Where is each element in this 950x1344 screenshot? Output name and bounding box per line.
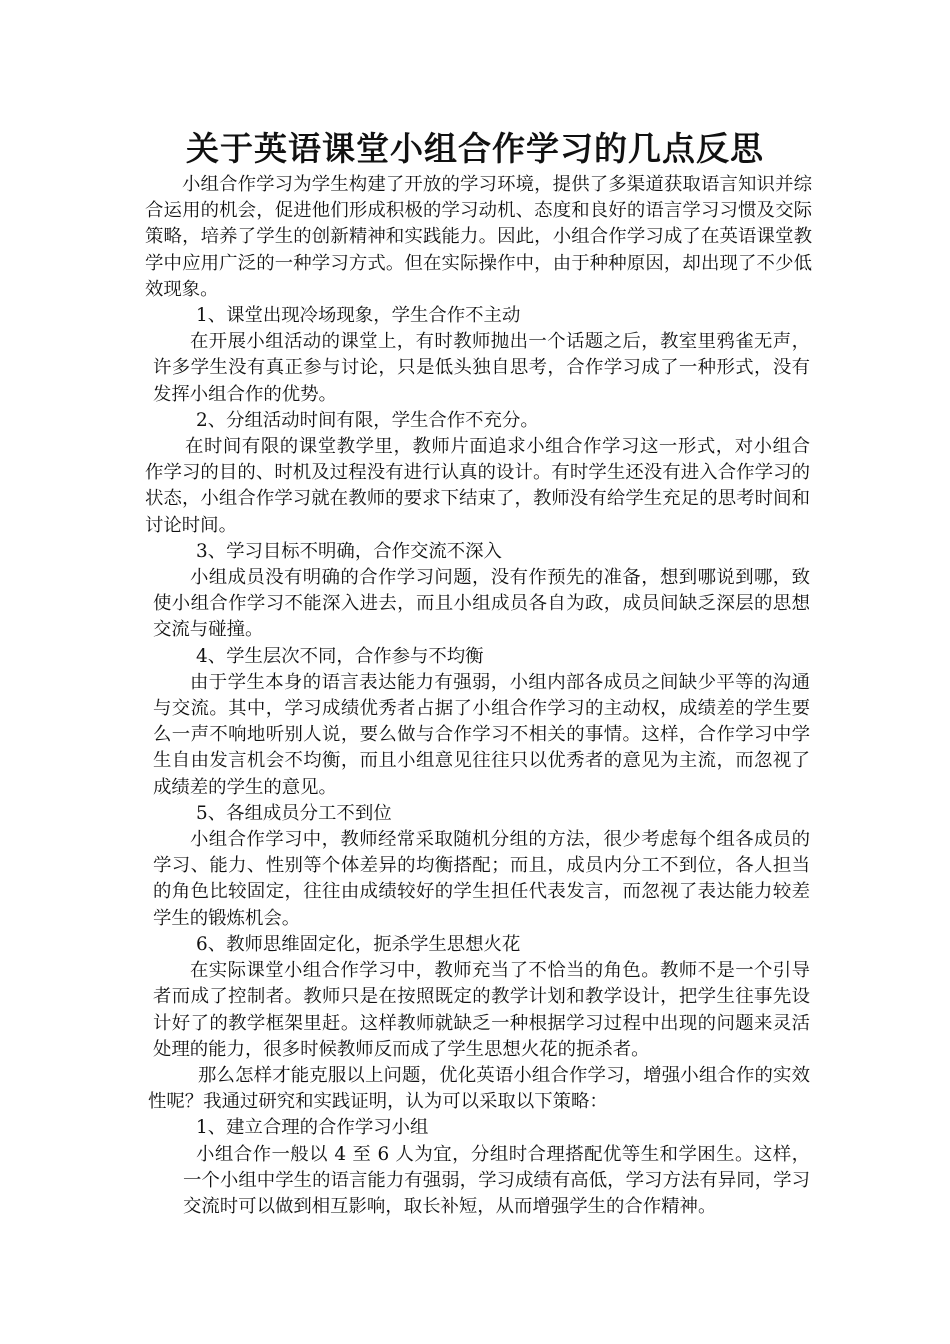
section-heading: 3、学习目标不明确，合作交流不深入 — [196, 540, 502, 562]
intro-paragraph: 小组合作学习为学生构建了开放的学习环境，提供了多渠道获取语言知识并综合运用的机会，促进他们形成积极的学习动机、态度和良好的语言学习习惯及交际策略，培养了学生的创新精神和实践能力。因此，小组合作学习成了在英语课堂教学中应用广泛的一种学习方式。但在实际操作中，由于种种原因，却出现了不少低效现象。 — [145, 174, 812, 300]
document-title: 关于英语课堂小组合作学习的几点反思 — [186, 129, 764, 168]
strategy-heading: 1、建立合理的合作学习小组 — [196, 1117, 429, 1139]
document-body — [0, 172, 950, 1220]
body-paragraph: 在时间有限的课堂教学里，教师片面追求小组合作学习这一形式，对小组合作学习的目的、时机及过程没有进行认真的设计。有时学生还没有进入合作学习的状态，小组合作学习就在教师的要求下结束了，教师没有给学生充足的思考时间和讨论时间。 — [145, 436, 810, 536]
section-heading: 6、教师思维固定化，扼杀学生思想火花 — [196, 933, 521, 955]
body-paragraph: 在实际课堂小组合作学习中，教师充当了不恰当的角色。教师不是一个引导者而成了控制者。教师只是在按照既定的教学计划和教学设计，把学生往事先设计好了的教学框架里赶。这样教师就缺乏一种根据学习过程中出现的问题来灵活处理的能力，很多时候教师反而成了学生思想火花的扼杀者。 — [153, 960, 810, 1060]
body-paragraph: 由于学生本身的语言表达能力有强弱，小组内部各成员之间缺少平等的沟通与交流。其中，学习成绩优秀者占据了小组合作学习的主动权，成绩差的学生要么一声不响地听别人说，要么做与合作学习不相关的事情。这样，合作学习中学生自由发言机会不均衡，而且小组意见往往只以优秀者的意见为主流，而忽视了成绩差的学生的意见。 — [153, 671, 810, 798]
body-paragraph: 那么怎样才能克服以上问题，优化英语小组合作学习，增强小组合作的实效性呢？我通过研究和实践证明，认为可以采取以下策略： — [148, 1064, 810, 1113]
body-paragraph: 小组合作一般以 4 至 6 人为宜，分组时合理搭配优等生和学困生。这样，一个小组中学生的语言能力有强弱，学习成绩有高低，学习方法有异同，学习交流时可以做到相互影响，取长补短，从而增强学生的合作精神。 — [183, 1143, 810, 1217]
body-paragraph: 小组成员没有明确的合作学习问题，没有作预先的准备，想到哪说到哪，致使小组合作学习不能深入进去，而且小组成员各自为政，成员间缺乏深层的思想交流与碰撞。 — [153, 567, 810, 641]
section-heading: 2、分组活动时间有限，学生合作不充分。 — [196, 409, 539, 431]
section-heading: 1、课堂出现冷场现象，学生合作不主动 — [196, 305, 521, 327]
body-paragraph: 小组合作学习中，教师经常采取随机分组的方法，很少考虑每个组各成员的学习、能力、性别等个体差异的均衡搭配；而且，成员内分工不到位，各人担当的角色比较固定，往往由成绩较好的学生担任代表发言，而忽视了表达能力较差学生的锻炼机会。 — [153, 829, 810, 929]
body-paragraph: 在开展小组活动的课堂上，有时教师抛出一个话题之后，教室里鸦雀无声，许多学生没有真正参与讨论，只是低头独自思考，合作学习成了一种形式，没有发挥小组合作的优势。 — [153, 331, 810, 405]
section-heading: 4、学生层次不同，合作参与不均衡 — [196, 645, 484, 667]
section-heading: 5、各组成员分工不到位 — [196, 802, 392, 824]
